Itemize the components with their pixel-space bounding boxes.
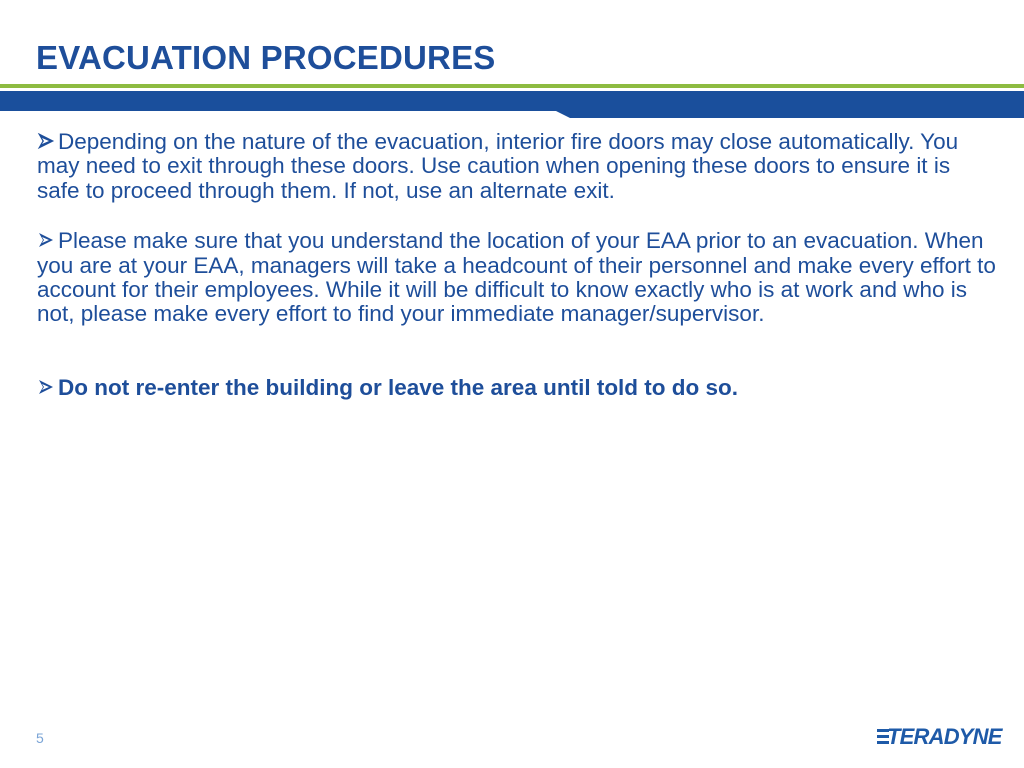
- teradyne-logo: [877, 723, 1003, 751]
- bullet-item: [37, 229, 997, 327]
- slide-body: [37, 130, 997, 400]
- page-number: 5: [36, 730, 44, 746]
- blue-header-band: [0, 91, 1024, 118]
- bullet-item-emphasis: [37, 376, 997, 400]
- slide-title: EVACUATION PROCEDURES: [36, 39, 496, 76]
- bullet-item: [37, 130, 997, 203]
- bullet-text: Depending on the nature of the evacuation, interior fire doors may close automatically. You may need to exit through these doors. Use caution when opening these doors to ensure it is safe to proceed through them. If not, use an alternate exit.: [37, 129, 959, 203]
- green-divider: [0, 84, 1024, 88]
- bullet-text: Please make sure that you understand the location of your EAA prior to an evacuation. When you are at your EAA, managers will take a headcount of their personnel and make every effort to account for their employees. While it will be difficult to know exactly who is at work and who is not, please make every effort to find your immediate manager/supervisor.: [37, 228, 996, 327]
- arrowhead-bullet-icon: [37, 229, 58, 253]
- arrowhead-bullet-icon: [37, 376, 58, 400]
- logo-wordmark: TERADYNE: [887, 724, 1002, 749]
- arrowhead-bullet-icon: [37, 130, 58, 154]
- bullet-text: Do not re-enter the building or leave the area until told to do so.: [58, 374, 739, 400]
